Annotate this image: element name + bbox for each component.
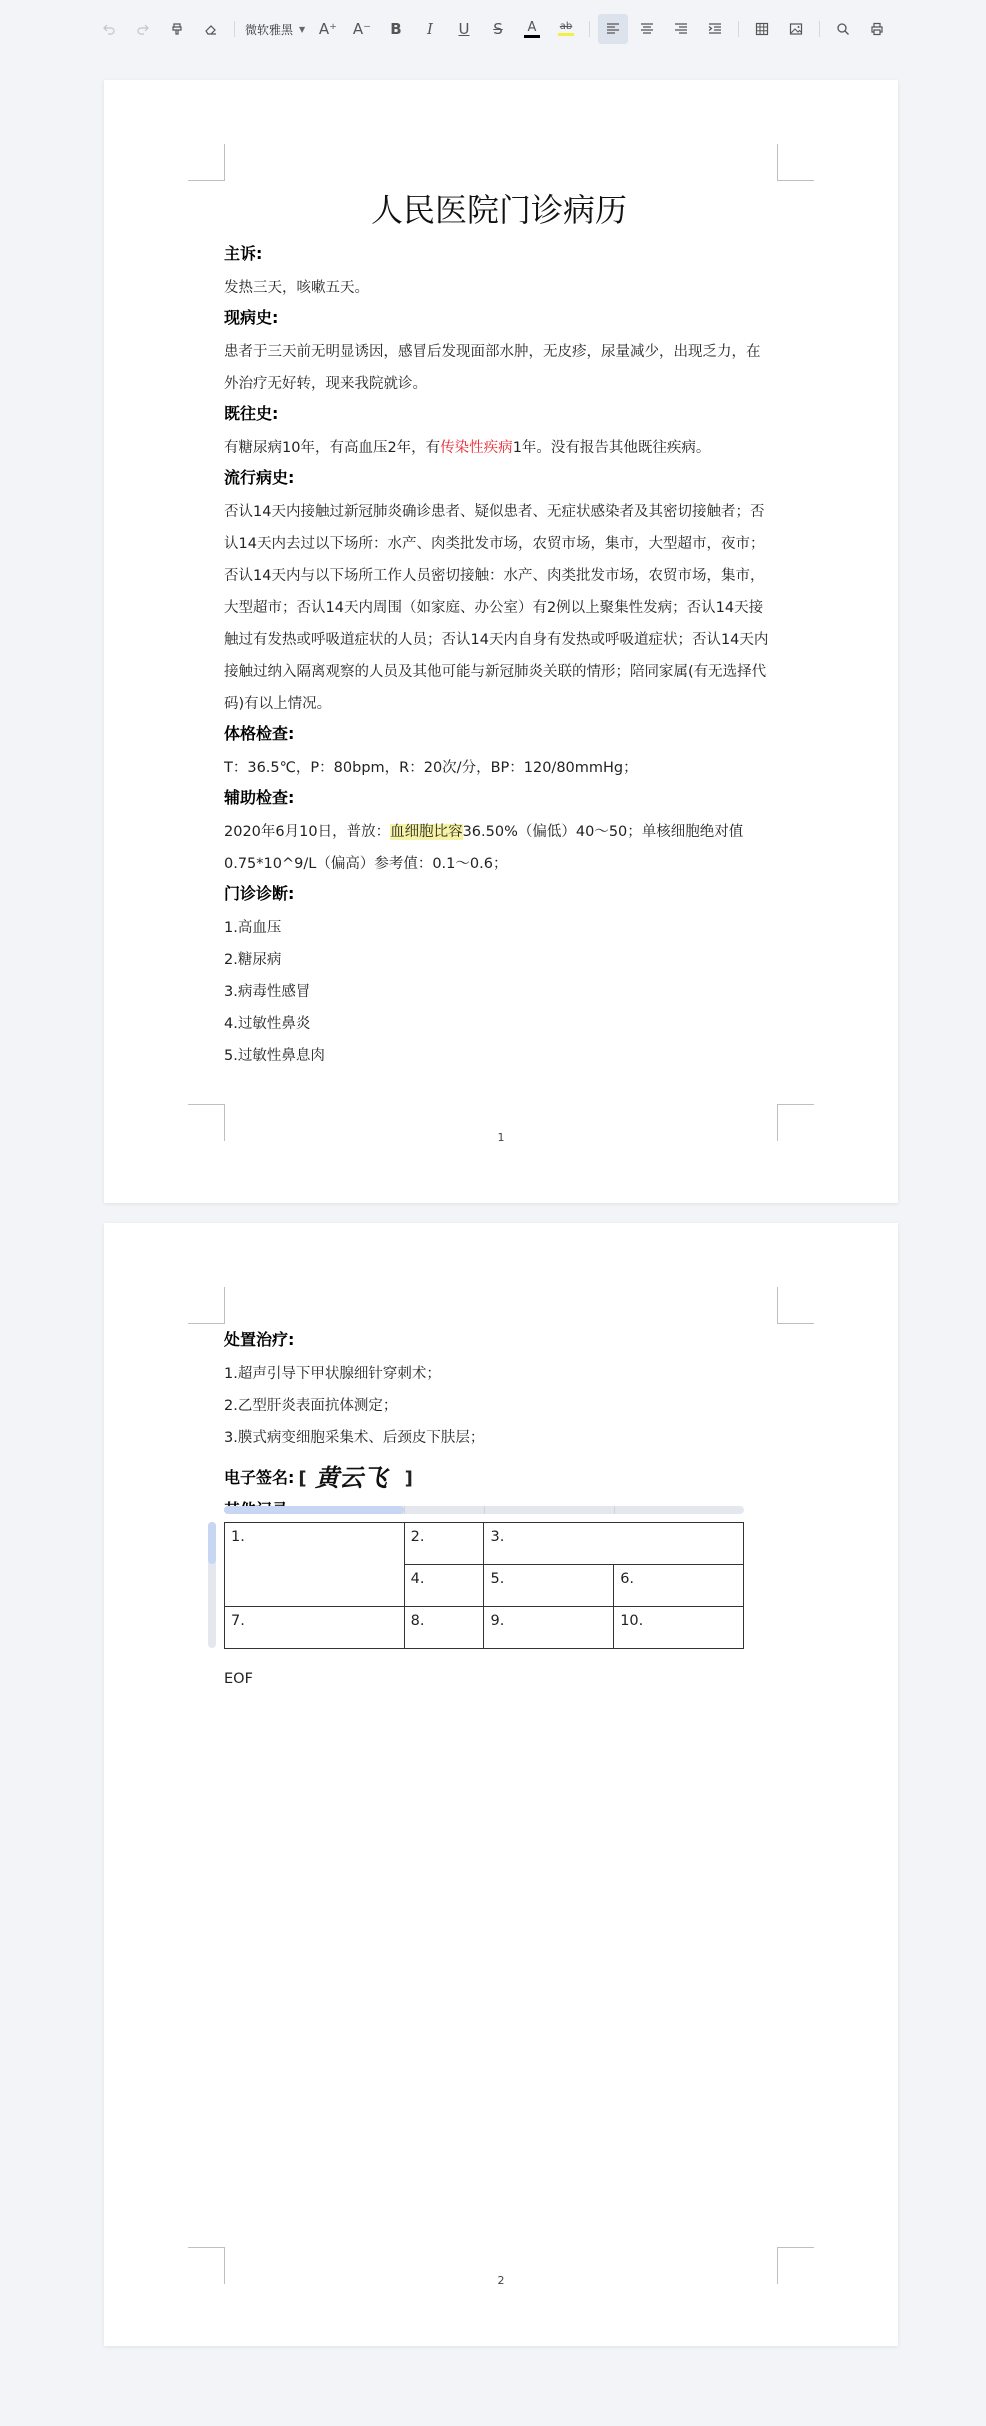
table-row-selection: [208, 1522, 216, 1564]
hematocrit-highlight: 血细胞比容: [390, 824, 463, 840]
indent-icon[interactable]: [700, 14, 730, 44]
past-history-heading: 既往史:: [224, 404, 279, 423]
search-icon[interactable]: [828, 14, 858, 44]
table-cell[interactable]: 1.: [225, 1523, 405, 1607]
table-cell[interactable]: 4.: [404, 1565, 484, 1607]
auxiliary-exam-text-end: 36.50%（偏低）40～50；单核细胞绝对值0.75*10^9/L（偏高）参考值：0.1～0.6；: [224, 824, 744, 872]
page-2-content[interactable]: [224, 1326, 774, 1710]
bold-icon[interactable]: [381, 14, 411, 44]
past-history-text: [224, 432, 774, 464]
table-cell[interactable]: 10.: [614, 1607, 744, 1649]
redo-icon[interactable]: [128, 14, 158, 44]
signature-bracket-open: [: [298, 1467, 307, 1489]
underline-icon[interactable]: [449, 14, 479, 44]
diagnosis-heading: 门诊诊断:: [224, 884, 295, 903]
auxiliary-exam-heading: 辅助检查:: [224, 788, 295, 807]
table-cell[interactable]: 9.: [484, 1607, 614, 1649]
decrease-font-icon[interactable]: [347, 14, 377, 44]
bold-label: B: [390, 20, 402, 38]
signature-bracket-close: ]: [404, 1467, 413, 1489]
table-column-ruler[interactable]: [224, 1506, 744, 1514]
treatment-item: 1.超声引导下甲状腺细针穿刺术；: [224, 1366, 441, 1382]
font-color-icon[interactable]: [517, 14, 547, 44]
italic-label: I: [427, 20, 433, 38]
toolbar-divider: [819, 21, 820, 37]
treatment-item: 3.膜式病变细胞采集术、后颈皮下肤层；: [224, 1430, 485, 1446]
strikethrough-label: S: [493, 20, 503, 38]
page-number: 1: [497, 1131, 505, 1144]
past-history-text-end: 1年。没有报告其他既往疾病。: [512, 440, 711, 456]
toolbar-divider: [589, 21, 590, 37]
font-color-swatch: [524, 35, 540, 38]
signature-row: [224, 1460, 774, 1496]
toolbar-divider: [738, 21, 739, 37]
table-column-selection: [224, 1506, 404, 1514]
editor-toolbar: [0, 0, 986, 58]
present-illness-text: 患者于三天前无明显诱因，感冒后发现面部水肿，无皮疹，尿量减少，出现乏力，在外治疗无好转，现来我院就诊。: [224, 344, 761, 392]
epidemic-history-heading: 流行病史:: [224, 468, 295, 487]
table-cell[interactable]: 7.: [225, 1607, 405, 1649]
margin-corner-mark: [188, 1287, 225, 1324]
italic-icon[interactable]: [415, 14, 445, 44]
chief-complaint-heading: 主诉:: [224, 244, 263, 263]
format-painter-icon[interactable]: [162, 14, 192, 44]
diagnosis-item: 1.高血压: [224, 920, 282, 936]
past-history-text-start: 有糖尿病10年，有高血压2年，有: [224, 440, 441, 456]
decrease-font-label: A⁻: [352, 20, 372, 38]
margin-corner-mark: [188, 144, 225, 181]
eraser-icon[interactable]: [196, 14, 226, 44]
auxiliary-exam-text: [224, 816, 774, 880]
records-table-wrapper: [224, 1522, 774, 1649]
increase-font-label: A⁺: [318, 20, 338, 38]
increase-font-icon[interactable]: [313, 14, 343, 44]
undo-icon[interactable]: [94, 14, 124, 44]
diagnosis-item: 2.糖尿病: [224, 952, 282, 968]
records-table[interactable]: [224, 1522, 744, 1649]
table-row: [225, 1607, 744, 1649]
diagnosis-item: 3.病毒性感冒: [224, 984, 311, 1000]
column-divider-handle[interactable]: [404, 1506, 405, 1514]
column-divider-handle[interactable]: [614, 1506, 615, 1514]
diagnosis-item: 4.过敏性鼻炎: [224, 1016, 311, 1032]
page-1-content[interactable]: [224, 180, 774, 1072]
table-icon[interactable]: [747, 14, 777, 44]
signature-name: 黄云飞: [314, 1463, 387, 1492]
chief-complaint-text: 发热三天，咳嗽五天。: [224, 280, 369, 296]
table-cell[interactable]: 6.: [614, 1565, 744, 1607]
font-color-label: A: [527, 19, 537, 35]
align-center-icon[interactable]: [632, 14, 662, 44]
toolbar-divider: [234, 21, 235, 37]
physical-exam-text: T：36.5℃，P：80bpm，R：20次/分，BP：120/80mmHg；: [224, 760, 638, 776]
font-family-select[interactable]: [241, 14, 311, 44]
highlight-label: ab: [559, 21, 573, 32]
signature-heading: 电子签名:: [224, 1468, 295, 1487]
table-cell[interactable]: 3.: [484, 1523, 744, 1565]
print-icon[interactable]: [862, 14, 892, 44]
document-title: 人民医院门诊病历: [370, 191, 627, 229]
table-row-ruler[interactable]: [208, 1522, 216, 1648]
margin-corner-mark: [777, 1287, 814, 1324]
margin-corner-mark: [777, 144, 814, 181]
underline-label: U: [458, 20, 470, 38]
align-left-icon[interactable]: [598, 14, 628, 44]
highlight-swatch: [558, 33, 574, 36]
page-number: 2: [497, 2274, 505, 2287]
chevron-down-icon: ▼: [299, 24, 306, 34]
strikethrough-icon[interactable]: [483, 14, 513, 44]
diagnosis-item: 5.过敏性鼻息肉: [224, 1048, 325, 1064]
table-cell[interactable]: 5.: [484, 1565, 614, 1607]
infectious-disease-mark: 传染性疾病: [440, 440, 513, 456]
signature-image[interactable]: [311, 1461, 401, 1495]
font-family-value: 微软雅黑: [245, 22, 294, 37]
table-cell[interactable]: 8.: [404, 1607, 484, 1649]
auxiliary-exam-text-start: 2020年6月10日，普放：: [224, 824, 391, 840]
treatment-item: 2.乙型肝炎表面抗体测定；: [224, 1398, 398, 1414]
highlight-icon[interactable]: [551, 14, 581, 44]
align-right-icon[interactable]: [666, 14, 696, 44]
table-row: [225, 1523, 744, 1565]
treatment-heading: 处置治疗:: [224, 1330, 295, 1349]
document-page-1: [104, 80, 898, 1203]
document-page-2: [104, 1223, 898, 2346]
image-icon[interactable]: [781, 14, 811, 44]
eof-marker: EOF: [224, 1671, 253, 1687]
column-divider-handle[interactable]: [484, 1506, 485, 1514]
epidemic-history-text: 否认14天内接触过新冠肺炎确诊患者、疑似患者、无症状感染者及其密切接触者；否认14天内去过以下场所：水产、肉类批发市场，农贸市场，集市，大型超市，夜市；否认14天内与以下场所工作人员密切接触：水产、肉类批发市场，农贸市场，集市，大型超市；否认14天内周围（如家庭、办公室）有2例以上聚集性发病；否认14天接触过有发热或呼吸道症状的人员；否认14天内自身有发热或呼吸道症状；否认14天内接触过纳入隔离观察的人员及其他可能与新冠肺炎关联的情形；陪同家属(有无选择代码)有以上情况。: [224, 504, 769, 712]
table-cell[interactable]: 2.: [404, 1523, 484, 1565]
physical-exam-heading: 体格检查:: [224, 724, 295, 743]
present-illness-heading: 现病史:: [224, 308, 279, 327]
